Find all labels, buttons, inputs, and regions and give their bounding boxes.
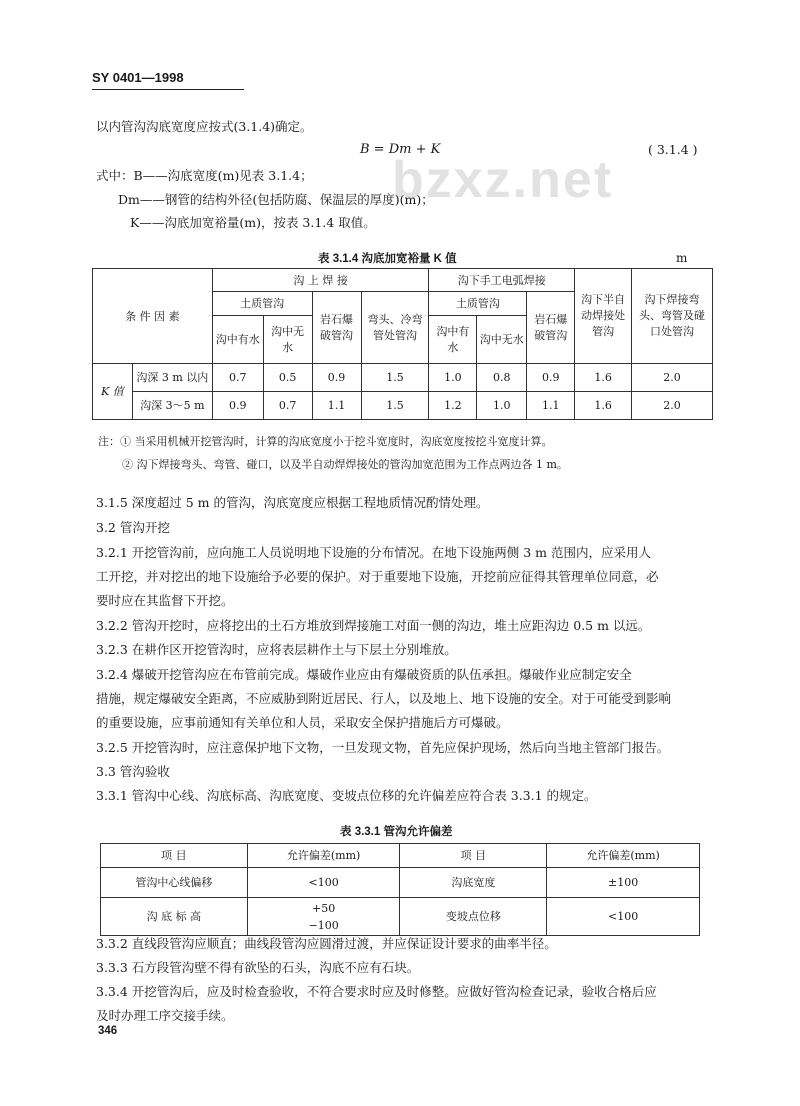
tolerance-value: <100 <box>247 868 400 898</box>
table-cell: 2.0 <box>632 392 713 420</box>
table-cell: 2.0 <box>632 364 713 392</box>
para-3-3-4-line2: 及时办理工序交接手续。 <box>96 1008 234 1023</box>
tolerance-value: ±100 <box>547 868 700 898</box>
header-bend-1: 弯头、冷弯管处管沟 <box>361 292 429 364</box>
table-cell: 0.7 <box>263 392 312 420</box>
header-rock-1: 岩石爆破管沟 <box>312 292 361 364</box>
table-cell: 0.9 <box>527 364 575 392</box>
para-3-3-3: 3.3.3 石方段管沟壁不得有欲坠的石头，沟底不应有石块。 <box>96 960 420 975</box>
doc-code-header: SY 0401—1998 <box>92 70 244 90</box>
para-3-3-2: 3.3.2 直线段管沟应顺直；曲线段管沟应圆滑过渡，并应保证设计要求的曲率半径。 <box>96 936 557 951</box>
header-bend-in-ditch: 沟下焊接弯头、弯管及碰口处管沟 <box>632 269 713 364</box>
tolerance-minus: −100 <box>308 918 339 932</box>
formula: B = Dm + K <box>360 142 441 157</box>
para-3-2-1-line1: 3.2.1 开挖管沟前，应向施工人员说明地下设施的分布情况。在地下设施两侧 3 m 范围内，应采用人 <box>96 545 652 560</box>
header-semi-auto: 沟下半自动焊接处管沟 <box>575 269 632 364</box>
para-3-2-3: 3.2.3 在耕作区开挖管沟时，应将表层耕作土与下层土分别堆放。 <box>96 642 457 657</box>
header-item-1: 项 目 <box>101 844 248 868</box>
para-3-2-5: 3.2.5 开挖管沟时，应注意保护地下文物，一旦发现文物，首先应保护现场，然后向当地主管部门报告。 <box>96 740 670 755</box>
row-label: 沟深 3～5 m <box>132 392 212 420</box>
table2-caption: 表 3.3.1 管沟允许偏差 <box>340 826 453 838</box>
header-above-ditch: 沟 上 焊 接 <box>212 269 429 292</box>
item-centerline-offset: 管沟中心线偏移 <box>101 868 248 898</box>
item-bottom-width: 沟底宽度 <box>400 868 547 898</box>
watermark: bzxz.net <box>392 151 614 209</box>
para-3-2-1-line2: 工开挖，并对挖出的地下设施给予必要的保护。对于重要地下设施，开挖前应征得其管理单位同意，必 <box>96 569 659 584</box>
row-label: 沟深 3 m 以内 <box>132 364 212 392</box>
para-3-2-4-line1: 3.2.4 爆破开挖管沟应在布管前完成。爆破作业应由有爆破资质的队伍承担。爆破作业应制定安全 <box>96 667 632 682</box>
para-3-1-5: 3.1.5 深度超过 5 m 的管沟，沟底宽度应根据工程地质情况酌情处理。 <box>96 495 489 510</box>
table-cell: 0.8 <box>477 364 527 392</box>
table-cell: 0.5 <box>263 364 312 392</box>
header-wet-2: 沟中有水 <box>429 316 477 364</box>
header-wet-1: 沟中有水 <box>212 316 263 364</box>
tolerance-value-split <box>247 898 400 936</box>
para-3-3-1: 3.3.1 管沟中心线、沟底标高、沟底宽度、变坡点位移的允许偏差应符合表 3.3.1 的规定。 <box>96 788 597 803</box>
formula-number: ( 3.1.4 ) <box>648 142 698 157</box>
header-tolerance-1: 允许偏差(mm) <box>247 844 400 868</box>
table-cell: 0.7 <box>212 364 263 392</box>
item-slope-point-shift: 变坡点位移 <box>400 898 547 936</box>
table-cell: 1.0 <box>429 364 477 392</box>
table-unit: m <box>676 251 688 265</box>
table-cell: 1.6 <box>575 392 632 420</box>
tolerance-table <box>100 843 700 936</box>
table-cell: 0.9 <box>312 364 361 392</box>
table-cell: 1.6 <box>575 364 632 392</box>
header-tolerance-2: 允许偏差(mm) <box>547 844 700 868</box>
header-soil-1: 土质管沟 <box>212 292 312 316</box>
header-soil-2: 土质管沟 <box>429 292 527 316</box>
def-b: 式中：B——沟底宽度(m)见表 3.1.4； <box>96 168 313 183</box>
item-bottom-elevation: 沟 底 标 高 <box>101 898 248 936</box>
def-k: K——沟底加宽裕量(m)，按表 3.1.4 取值。 <box>130 215 376 230</box>
header-dry-2: 沟中无水 <box>477 316 527 364</box>
k-value-table <box>92 268 713 420</box>
table-cell: 1.5 <box>361 392 429 420</box>
para-3-3-4-line1: 3.3.4 开挖管沟后，应及时检查验收，不符合要求时应及时修整。应做好管沟检查记录，验收合格后应 <box>96 984 657 999</box>
header-dry-1: 沟中无水 <box>263 316 312 364</box>
table-cell: 1.5 <box>361 364 429 392</box>
header-factor: 条 件 因 素 <box>93 269 213 364</box>
para-3-2-1-line3: 要时应在其监督下开挖。 <box>96 593 234 608</box>
header-item-2: 项 目 <box>400 844 547 868</box>
table-cell: 1.1 <box>527 392 575 420</box>
para-3-2-4-line3: 的重要设施，应事前通知有关单位和人员，采取安全保护措施后方可爆破。 <box>96 715 509 730</box>
table-note-1: 注：① 当采用机械开挖管沟时，计算的沟底宽度小于挖斗宽度时，沟底宽度按挖斗宽度计算。 <box>98 435 553 448</box>
k-label: K 值 <box>93 364 133 420</box>
table-cell: 1.0 <box>477 392 527 420</box>
tolerance-value: <100 <box>547 898 700 936</box>
table-note-2: ② 沟下焊接弯头、弯管、碰口，以及半自动焊焊接处的管沟加宽范围为工作点两边各 1 m。 <box>122 458 568 471</box>
para-3-2-2: 3.2.2 管沟开挖时，应将挖出的土石方堆放到焊接施工对面一侧的沟边，堆土应距沟边 0.5 m 以远。 <box>96 618 651 633</box>
def-dm: Dm——钢管的结构外径(包括防腐、保温层的厚度)(m)； <box>118 192 434 207</box>
section-3-2: 3.2 管沟开挖 <box>96 520 170 535</box>
tolerance-plus: +50 <box>312 901 336 915</box>
intro-line: 以内管沟沟底宽度应按式(3.1.4)确定。 <box>96 119 313 134</box>
header-in-ditch: 沟下手工电弧焊接 <box>429 269 575 292</box>
table-cell: 0.9 <box>212 392 263 420</box>
table-cell: 1.1 <box>312 392 361 420</box>
table-cell: 1.2 <box>429 392 477 420</box>
section-3-3: 3.3 管沟验收 <box>96 764 170 779</box>
table-caption: 表 3.1.4 沟底加宽裕量 K 值 <box>318 253 457 265</box>
header-rock-2: 岩石爆破管沟 <box>527 292 575 364</box>
page-number: 346 <box>98 1025 118 1037</box>
para-3-2-4-line2: 措施，规定爆破安全距离，不应威胁到附近居民、行人，以及地上、地下设施的安全。对于可能受到影响 <box>96 691 672 706</box>
